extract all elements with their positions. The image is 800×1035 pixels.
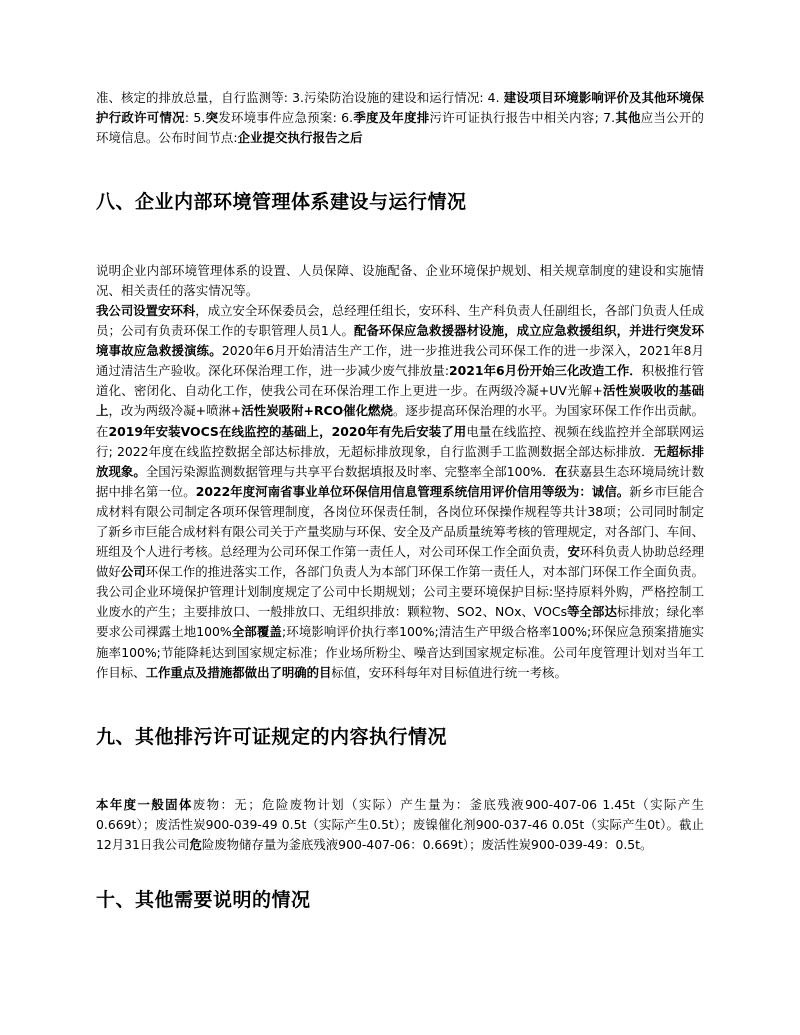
text-run: : 6. — [332, 110, 354, 126]
text-run: : 5. — [184, 110, 206, 126]
text-run: 等全部达 — [567, 604, 617, 620]
text-run: 活性炭吸附+RCO催化燃烧 — [241, 403, 393, 419]
text-run: 标值，安环科每年对目标值进行统一考核。 — [331, 664, 567, 680]
text-run: 其他 — [615, 110, 641, 126]
text-run: 2019年安装VOCS在线监控的基础上，2020年有先后安装了用 — [108, 423, 467, 439]
spacer — [96, 856, 704, 886]
spacer — [96, 148, 704, 188]
top-paragraph — [96, 88, 704, 148]
text-run: 环科负责人协助总经理做好 — [96, 544, 705, 580]
text-run: 全国污染源监测数据管理与共享平台数据填报及时率、完整率全部100%． — [145, 463, 555, 479]
section-8-heading: 八、企业内部环境管理体系建设与运行情况 — [96, 191, 467, 214]
text-run: 2020年6月开始清洁生产工作，进一步推进我公司环保工作的进一步深入，2021年8月通过清洁生产验收。深化环保治理工作，进一步减少废气排放量: — [96, 343, 704, 379]
text-run: 无超标排放现象。 — [96, 443, 704, 479]
text-run: 险废物储存量为釜底残液900-407-06：0.669t）；废活性炭900-039-49：0.5t。 — [201, 837, 653, 853]
text-run: 建设项目环境影响评价及其他环境保护行政许可情况 — [96, 90, 705, 126]
text-run: ，成立安全环保委员会，总经理任组长，安环科、生产科负责人任副组长，各部门负责人任成员；公司有负责环保工作的专职管理人员1人。 — [96, 302, 705, 339]
section-9-body — [96, 795, 704, 855]
text-run: 污许可证执行报告中相关内容; 7. — [429, 110, 616, 126]
text-run: 突 — [205, 110, 219, 126]
text-run: 本年度一般固体 — [96, 797, 193, 813]
text-run: 废物：无；危险废物计划（实际）产生量为：釜底残液900-407-06 1.45t（实际产生0.669t）；废活性炭900-039-49 0.5t（实际产生0.5t）；废镍催化剂900-037-46 0.05t（实际产生0t）。截止12月31日我公司 — [96, 797, 705, 853]
text-run: ;环境影响评价执行率100%;清洁生产甲级合格率100%;环保应急预案措施实施率100%;节能降耗达到国家规定标准；作业场所粉尘、噪音达到国家规定标准。公司年度管理计划对当年工作目标、 — [96, 624, 704, 680]
text-run: 安 — [567, 544, 580, 560]
spacer — [96, 683, 704, 723]
spacer — [96, 751, 704, 795]
section-9-heading: 九、其他排污许可证规定的内容执行情况 — [96, 725, 448, 748]
text-run: : 4. — [479, 90, 504, 105]
text-run: 应当公开的环境信息。公布时间节点: — [96, 110, 705, 146]
text-run: 季度及年度排 — [353, 110, 430, 126]
text-run: 新乡市巨能合成材料有限公司制定各项环保管理制度，各岗位环保责任制，各岗位环保操作规程等共计38项；公司同时制定了新乡市巨能合成材料有限公司关于产量奖励与环保、安全及产品质量统筹考核的管理规定，对各部门、车间、班组及个人进行考核。总经理为公司环保工作第一责任人，对公司环保工作全面负责， — [96, 483, 705, 560]
text-run: 危 — [189, 837, 202, 853]
text-run: 工作重点及措施都做出了明确的目 — [145, 664, 332, 680]
text-run: 公司 — [120, 564, 146, 580]
text-run: 污染防治设施的建设和运行情况 — [304, 90, 480, 105]
text-run: 活性炭吸收的基础上 — [96, 383, 704, 419]
text-run: 发环境事件应急预案 — [218, 110, 333, 126]
text-run: 我公司设置安环科 — [96, 302, 196, 318]
text-run: 获嘉县生态环境局统计数据中排名第一位。 — [96, 463, 705, 499]
text-run: 2021年6月份开始三化改造工作． — [449, 363, 642, 379]
text-run: 积极推行管道化、密闭化、自动化工作，使我公司在环保治理工作上更进一步。在两级冷凝+UV光解+ — [96, 363, 704, 399]
spacer — [96, 217, 704, 261]
section-8-intro: 说明企业内部环境管理体系的设置、人员保障、设施配备、企业环境保护规划、相关规章制度的建设和实施情况、相关责任的落实情况等。 — [96, 262, 704, 298]
text-run: 。逐步提高环保治理的水平。为国家环保工作作出贡献。在 — [96, 403, 705, 439]
text-run: 标排放；绿化率要求公司裸露土地100% — [96, 604, 704, 640]
text-run: 电量在线监控、视频在线监控并全部联网运行; 2022年度在线监控数据全部达标排放，无超标排放现象，自行监测手工监测数据全部达标排放． — [96, 423, 704, 459]
text-run: 在 — [554, 463, 568, 479]
text-run: ，改为两级冷凝+喷淋+ — [108, 403, 242, 419]
text-run: 环保工作的推进落实工作，各部门负责人为本部门环保工作第一责任人，对本部门环保工作全面负责。我公司企业环境保护管理计划制度规定了公司中长期规划；公司主要环境保护目标:坚持原料外购，严格控制工业废水的产生；主要排放口、一般排放口、无组织排放：颗粒物、SO2、NOx、VOCs — [96, 564, 705, 620]
text-run: 配备环保应急救援器材设施，成立应急救援组织，并进行突发环境事故应急救援演练。 — [96, 323, 704, 359]
section-10-heading: 十、其他需要说明的情况 — [96, 888, 311, 911]
text-run: 准、核定的排放总量，自行监测等: 3. — [96, 90, 305, 105]
text-run: 企业提交执行报告之后 — [237, 130, 363, 146]
text-run: 全部覆盖 — [231, 624, 282, 640]
text-run: 2022年度河南省事业单位环保信用信息管理系统信用评价信用等级为：诚信。 — [195, 483, 630, 499]
section-8-body — [96, 301, 704, 683]
